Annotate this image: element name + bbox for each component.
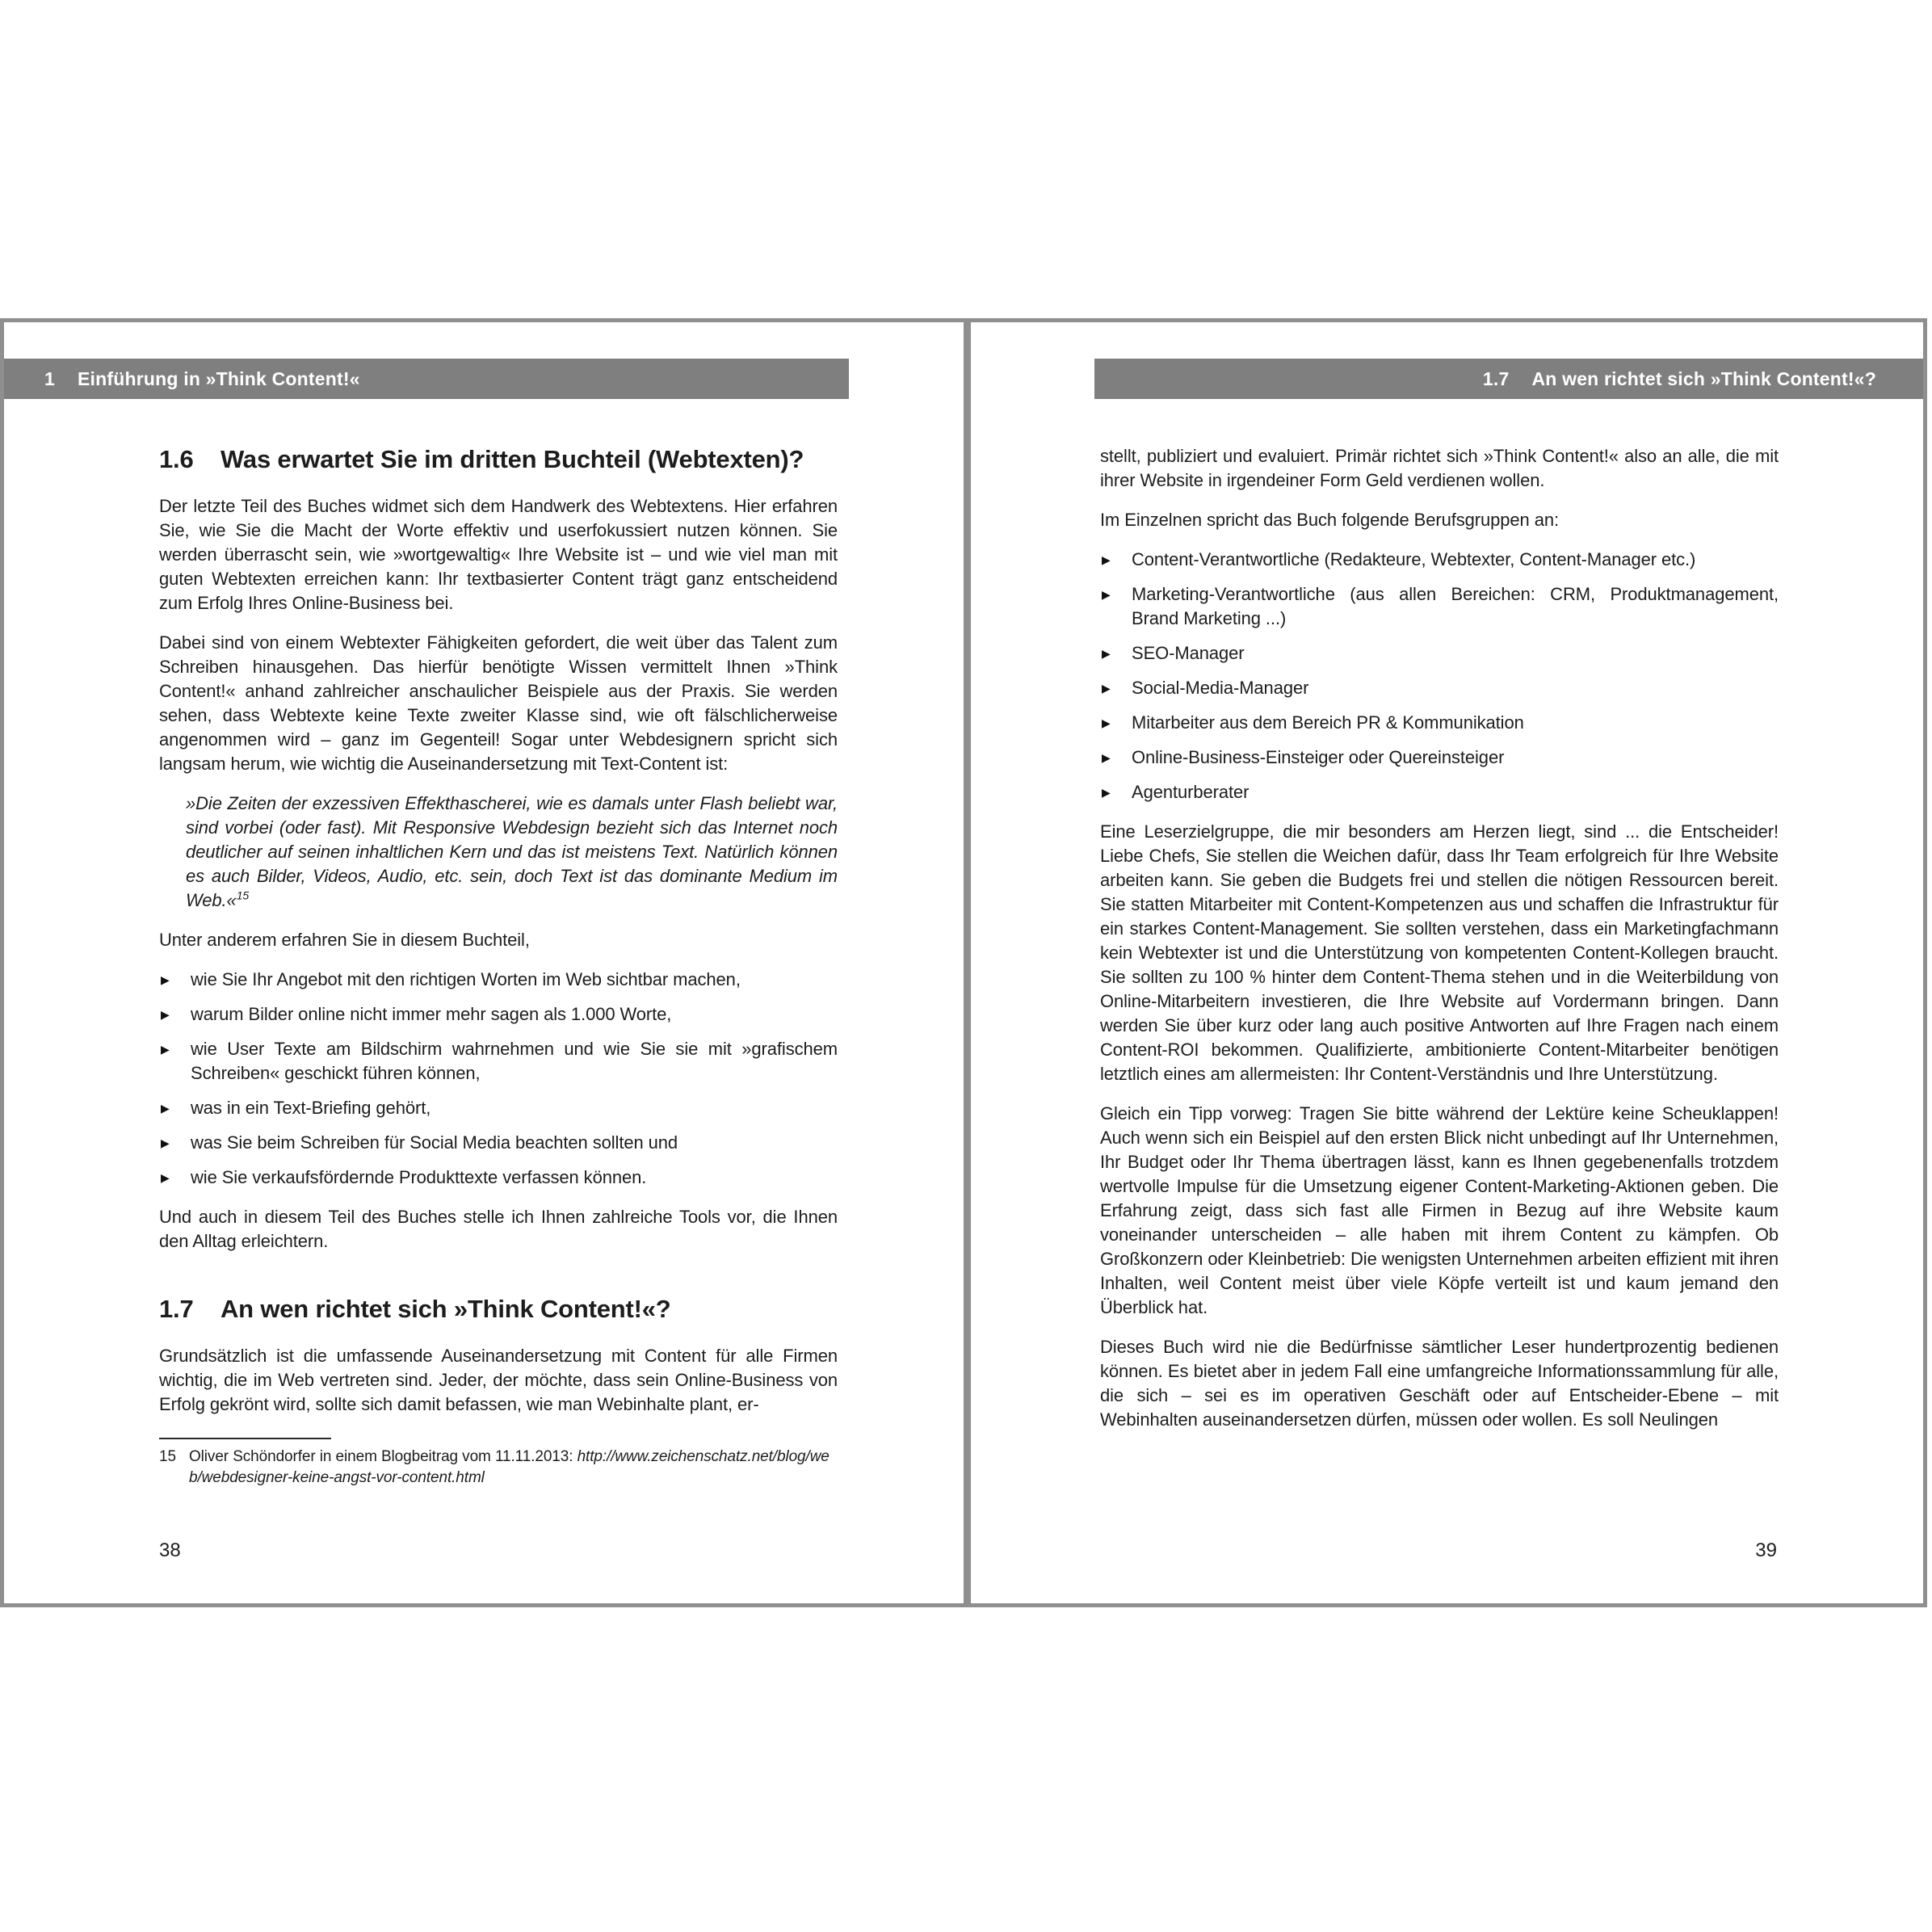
paragraph: Dieses Buch wird nie die Bedürfnisse sämtlicher Leser hundertprozentig bedienen können. Es bietet aber in jedem Fall eine umfangreiche Informationssammlung für alle, die sich – sei es im operativen Geschäft oder auf Entscheider-Ebene – mit Webinhalten auseinandersetzen dürfen, müssen oder wollen. Es soll Neulingen xyxy=(1100,1337,1779,1430)
section-number: 1.6 xyxy=(159,445,194,473)
left-running-head-chapter-number: 1 xyxy=(44,368,55,389)
footnote-url: http://www.zeichenschatz.net/blog/web/webdesigner-keine-angst-vor-content.html xyxy=(189,1448,830,1486)
list-item xyxy=(1100,711,1779,735)
left-page-text-column xyxy=(159,444,838,1489)
list-outro: Und auch in diesem Teil des Buches stelle ich Ihnen zahlreiche Tools vor, die Ihnen den Alltag erleichtern. xyxy=(159,1207,838,1251)
triangle-bullet-icon: ▶ xyxy=(161,1043,170,1056)
triangle-bullet-icon: ▶ xyxy=(161,1171,170,1184)
quote-text: »Die Zeiten der exzessiven Effekthascherei, wie es damals unter Flash beliebt war, sind vorbei (oder fast). Mit Responsive Webdesign bezieht sich das Internet noch deutlicher auf seinen inhaltlichen Kern und das ist meistens Text. Natürlich können es auch Bilder, Videos, Audio, etc. sein, doch Text ist das dominante Medium im Web.« xyxy=(186,793,838,910)
right-running-head-section-number: 1.7 xyxy=(1482,368,1510,389)
page-gutter-divider xyxy=(964,322,971,1603)
footnote-rule xyxy=(159,1438,331,1439)
right-page-number: 39 xyxy=(1755,1539,1777,1561)
list-item-text: warum Bilder online nicht immer mehr sagen als 1.000 Worte, xyxy=(191,1004,672,1024)
list-item-text: wie Sie verkaufsfördernde Produkttexte verfassen können. xyxy=(191,1167,647,1187)
paragraph-continuation: stellt, publiziert und evaluiert. Primär richtet sich »Think Content!« also an alle, die mit ihrer Website in irgendeiner Form Geld verdienen wollen. xyxy=(1100,446,1779,490)
triangle-bullet-icon: ▶ xyxy=(161,1136,170,1149)
right-page-text-column xyxy=(1100,444,1779,1432)
right-running-head-title: An wen richtet sich »Think Content!«? xyxy=(1531,368,1876,389)
book-spread xyxy=(0,318,1927,1607)
paragraph: Der letzte Teil des Buches widmet sich dem Handwerk des Webtextens. Hier erfahren Sie, wie Sie die Macht der Worte effektiv und userfokussiert nutzen können. Sie werden überrascht sein, wie »wortgewaltig« Ihre Website ist – und wie viel man mit guten Webtexten erreichen kann: Ihr textbasierter Content trägt ganz entscheidend zum Erfolg Ihres Online-Business bei. xyxy=(159,496,838,613)
section-title: Was erwartet Sie im dritten Buchteil (Webtexten)? xyxy=(220,445,804,473)
section-title: An wen richtet sich »Think Content!«? xyxy=(220,1295,671,1323)
bullet-list xyxy=(159,968,838,1190)
list-item-text: Agenturberater xyxy=(1132,782,1250,802)
list-item xyxy=(1100,676,1779,700)
triangle-bullet-icon: ▶ xyxy=(1102,588,1111,601)
list-item-text: Content-Verantwortliche (Redakteure, Webtexter, Content-Manager etc.) xyxy=(1132,549,1696,569)
list-item xyxy=(159,1037,838,1086)
footnote xyxy=(159,1447,838,1489)
list-intro: Im Einzelnen spricht das Buch folgende Berufsgruppen an: xyxy=(1100,510,1559,530)
list-item-text: Social-Media-Manager xyxy=(1132,678,1309,698)
section-heading-1-6 xyxy=(159,444,838,475)
list-item-text: Mitarbeiter aus dem Bereich PR & Kommunikation xyxy=(1132,712,1524,733)
block-quote xyxy=(159,792,838,913)
list-item-text: SEO-Manager xyxy=(1132,643,1245,663)
triangle-bullet-icon: ▶ xyxy=(161,1102,170,1115)
footnote-text xyxy=(189,1447,838,1489)
section-heading-1-7 xyxy=(159,1294,838,1325)
paragraph: Gleich ein Tipp vorweg: Tragen Sie bitte während der Lektüre keine Scheuklappen! Auch wenn sich ein Beispiel auf den ersten Blick nicht unbedingt auf Ihr Unternehmen, Ihr Budget oder Ihr Thema übertragen lässt, kann es Ihnen gegebenenfalls trotzdem wertvolle Impulse für die Umsetzung eigener Content-Marketing-Aktionen geben. Die Erfahrung zeigt, dass sich fast alle Firmen in Bezug auf ihre Website kaum voneinander unterscheiden – alle haben mit ihrem Content zu kämpfen. Ob Großkonzern oder Kleinbetrieb: Die wenigsten Unternehmen arbeiten effizient mit ihren Inhalten, weil Content meist über viele Köpfe verteilt ist und kaum jemand den Überblick hat. xyxy=(1100,1103,1779,1317)
triangle-bullet-icon: ▶ xyxy=(161,973,170,986)
list-item-text: was in ein Text-Briefing gehört, xyxy=(191,1098,431,1118)
list-item-text: wie User Texte am Bildschirm wahrnehmen und wie Sie sie mit »grafischem Schreiben« geschickt führen können, xyxy=(191,1039,838,1083)
left-running-head-title: Einführung in »Think Content!« xyxy=(78,368,360,389)
triangle-bullet-icon: ▶ xyxy=(1102,647,1111,660)
triangle-bullet-icon: ▶ xyxy=(1102,786,1111,799)
list-item-text: was Sie beim Schreiben für Social Media beachten sollten und xyxy=(191,1132,678,1153)
triangle-bullet-icon: ▶ xyxy=(1102,751,1111,764)
footnote-citation: Oliver Schöndorfer in einem Blogbeitrag vom 11.11.2013: xyxy=(189,1448,578,1465)
list-intro: Unter anderem erfahren Sie in diesem Buchteil, xyxy=(159,930,530,950)
right-running-head xyxy=(1094,359,1923,399)
list-item-text: Online-Business-Einsteiger oder Quereinsteiger xyxy=(1132,747,1505,767)
list-item xyxy=(1100,780,1779,804)
list-item xyxy=(1100,746,1779,770)
footnote-reference: 15 xyxy=(236,888,250,902)
list-item xyxy=(1100,641,1779,666)
triangle-bullet-icon: ▶ xyxy=(1102,716,1111,729)
list-item xyxy=(159,1002,838,1027)
paragraph: Grundsätzlich ist die umfassende Auseinandersetzung mit Content für alle Firmen wichtig, die im Web vertreten sind. Jeder, der möchte, dass sein Online-Business von Erfolg gekrönt wird, sollte sich damit befassen, wie man Webinhalte plant, er- xyxy=(159,1346,838,1414)
paragraph: Eine Leserzielgruppe, die mir besonders am Herzen liegt, sind ... die Entscheider! Liebe Chefs, Sie stellen die Weichen dafür, dass Ihr Team erfolgreich für Ihre Website arbeiten kann. Sie geben die Budgets frei und stellen die nötigen Ressourcen bereit. Sie statten Mitarbeiter mit Content-Kompetenzen aus und schaffen die Infrastruktur für ein starkes Content-Management. Sie sollten verstehen, dass ein Marketingfachmann kein Webtexter ist und die Unterstützung von kompetenten Content-Kollegen braucht. Sie sollten zu 100 % hinter dem Content-Thema stehen und in die Weiterbildung von Online-Mitarbeitern investieren, die Ihre Website auf Vordermann bringen. Dann werden Sie über kurz oder lang auch positive Antworten auf Ihre Fragen nach einem Content-ROI bekommen. Qualifizierte, ambitionierte Content-Mitarbeiter benötigen letztlich eines am allermeisten: Ihr Content-Verständnis und Ihre Unterstützung. xyxy=(1100,821,1779,1084)
paragraph: Dabei sind von einem Webtexter Fähigkeiten gefordert, die weit über das Talent zum Schreiben hinausgehen. Das hierfür benötigte Wissen vermittelt Ihnen »Think Content!« anhand zahlreicher anschaulicher Beispiele aus der Praxis. Sie werden sehen, dass Webtexte keine Texte zweiter Klasse sind, wie oft fälschlicherweise angenommen wird – ganz im Gegenteil! Sogar unter Webdesignern spricht sich langsam herum, wie wichtig die Auseinandersetzung mit Text-Content ist: xyxy=(159,632,838,774)
list-item xyxy=(1100,548,1779,572)
list-item-text: Marketing-Verantwortliche (aus allen Bereichen: CRM, Produktmanagement, Brand Marketing ...) xyxy=(1132,584,1779,628)
triangle-bullet-icon: ▶ xyxy=(161,1008,170,1021)
footnote-number: 15 xyxy=(159,1448,176,1465)
list-item xyxy=(159,968,838,992)
triangle-bullet-icon: ▶ xyxy=(1102,682,1111,695)
list-item xyxy=(159,1096,838,1120)
list-item-text: wie Sie Ihr Angebot mit den richtigen Worten im Web sichtbar machen, xyxy=(191,969,741,989)
list-item xyxy=(1100,582,1779,631)
left-running-head xyxy=(4,359,849,399)
footnote-block xyxy=(159,1438,838,1489)
list-item xyxy=(159,1131,838,1155)
list-item xyxy=(159,1166,838,1190)
triangle-bullet-icon: ▶ xyxy=(1102,553,1111,566)
left-page-number: 38 xyxy=(159,1539,181,1561)
section-number: 1.7 xyxy=(159,1295,194,1323)
bullet-list xyxy=(1100,548,1779,804)
